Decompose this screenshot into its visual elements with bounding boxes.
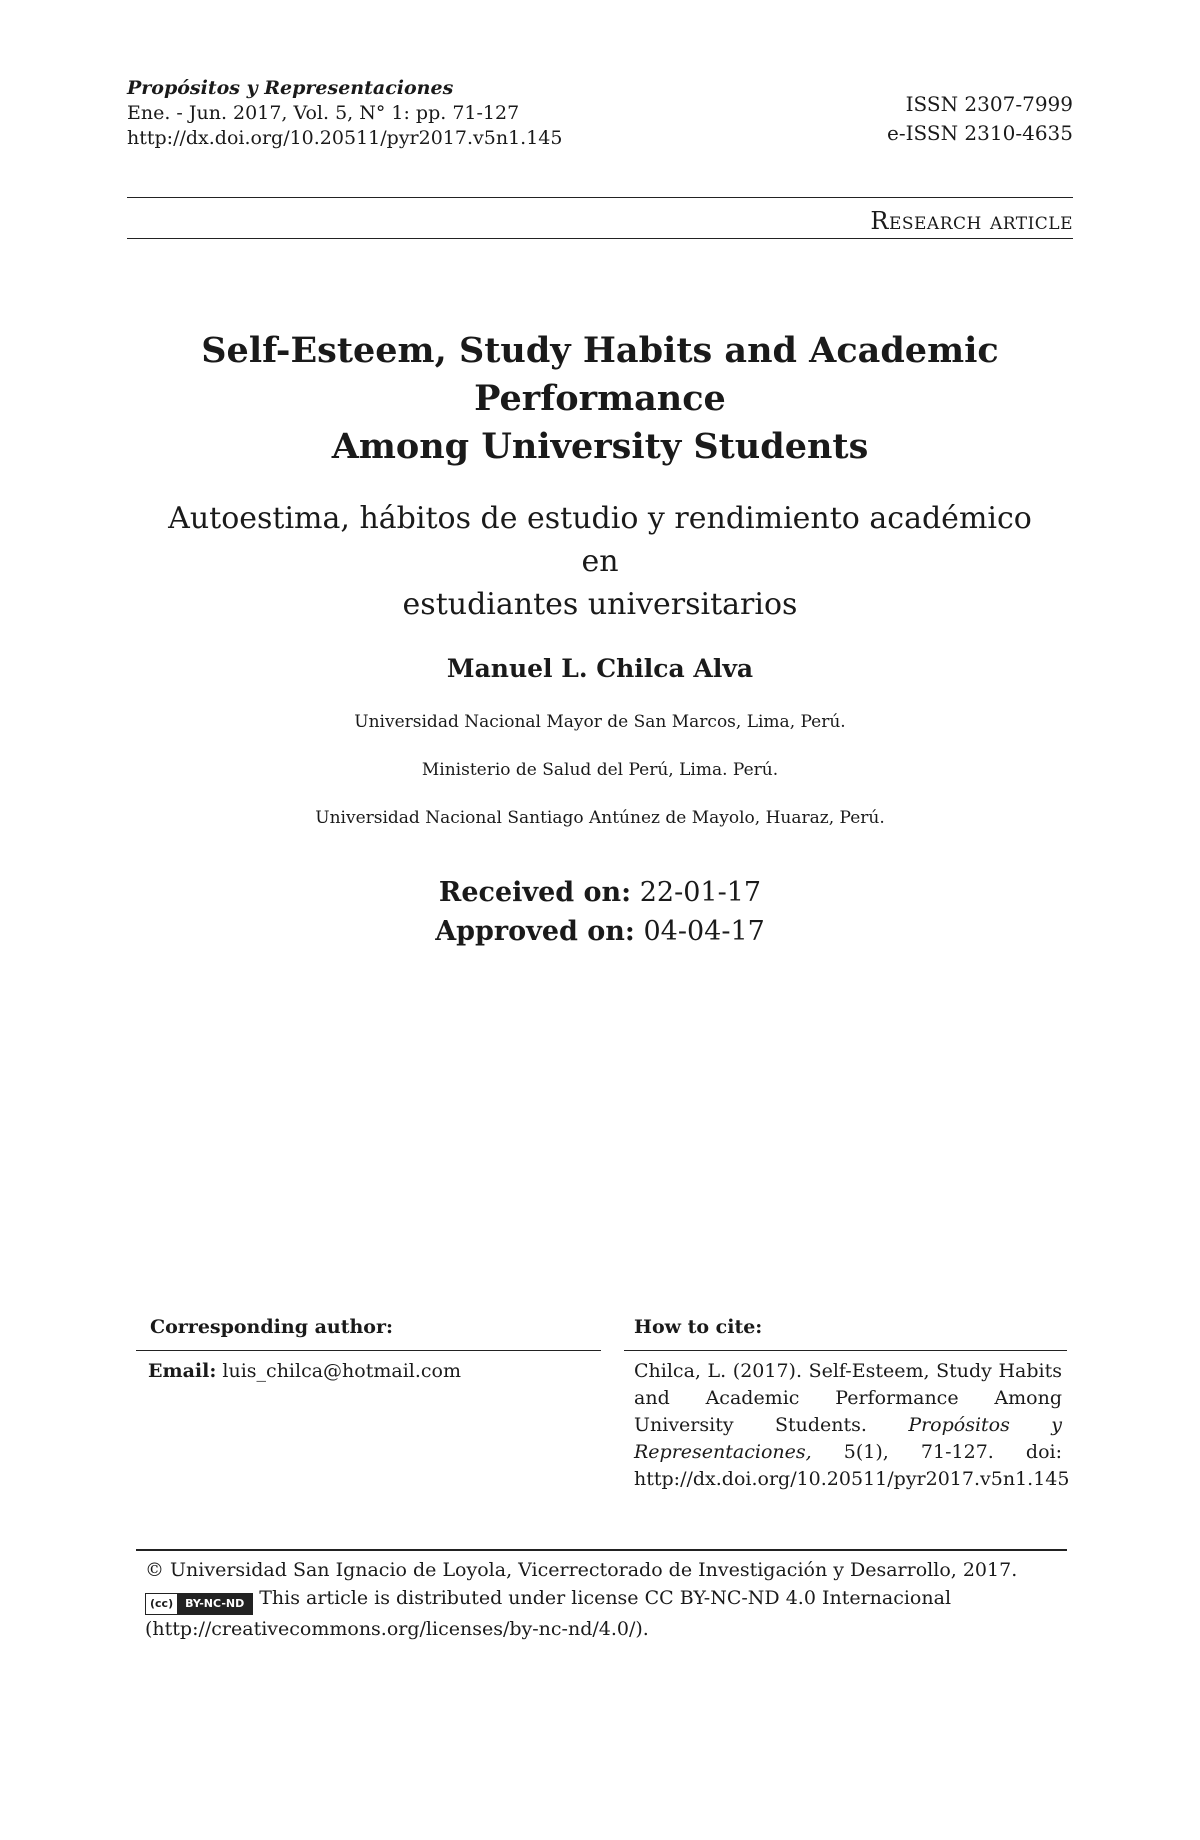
email-address[interactable]: luis_chilca@hotmail.com: [222, 1360, 461, 1382]
citation-doi: 5(1), 71-127. doi: http://dx.doi.org/10.20511/pyr2017.v5n1.145: [634, 1441, 1070, 1490]
article-subtitle: [150, 497, 1050, 626]
affiliation-2: Ministerio de Salud del Perú, Lima. Perú.: [421, 760, 779, 780]
issn: ISSN 2307-7999: [905, 92, 1073, 116]
title-line-1: Self-Esteem, Study Habits and Academic Performance: [201, 330, 999, 419]
approved-row: [127, 912, 1073, 951]
cc-terms: BY-NC-ND: [177, 1594, 252, 1614]
received-value: 22-01-17: [639, 877, 762, 908]
subtitle-line-2: estudiantes universitarios: [402, 587, 798, 622]
dates-block: [127, 873, 1073, 951]
license-url[interactable]: (http://creativecommons.org/licenses/by-nc-nd/4.0/).: [145, 1618, 649, 1640]
subtitle-line-1: Autoestima, hábitos de estudio y rendimiento académico en: [168, 501, 1032, 579]
title-line-2: Among University Students: [331, 426, 869, 467]
license-footer: [145, 1556, 1065, 1643]
license-text: This article is distributed under license CC BY-NC-ND 4.0 Internacional: [259, 1587, 952, 1609]
doi-link[interactable]: http://dx.doi.org/10.20511/pyr2017.v5n1.145: [127, 127, 563, 149]
email-row: [148, 1358, 461, 1385]
author-name: Manuel L. Chilca Alva: [446, 654, 754, 683]
header-rule-top: [127, 197, 1073, 198]
license-line: [145, 1584, 1065, 1615]
affiliation-1: Universidad Nacional Mayor de San Marcos, Lima, Perú.: [354, 712, 846, 732]
article-type: Research article: [870, 207, 1073, 235]
cc-logo: (cc): [150, 1597, 174, 1610]
approved-value: 04-04-17: [643, 916, 765, 947]
cc-license-badge-icon[interactable]: [145, 1593, 253, 1615]
approved-label: Approved on:: [435, 916, 635, 947]
affiliation-3: Universidad Nacional Santiago Antúnez de Mayolo, Huaraz, Perú.: [315, 808, 885, 828]
how-to-cite-heading: How to cite:: [634, 1316, 763, 1338]
cite-rule: [624, 1350, 1067, 1351]
citation-text: [634, 1358, 1070, 1493]
e-issn: e-ISSN 2310-4635: [887, 121, 1073, 145]
corresponding-author-heading: Corresponding author:: [150, 1316, 394, 1338]
received-label: Received on:: [438, 877, 632, 908]
issue-info: Ene. - Jun. 2017, Vol. 5, N° 1: pp. 71-127: [127, 102, 520, 124]
citation-journal: Propósitos y Representaciones,: [634, 1414, 1062, 1463]
article-title: [127, 327, 1073, 471]
journal-name: Propósitos y Representaciones: [127, 77, 454, 99]
header-rule-bottom: [127, 238, 1073, 239]
email-label: Email:: [148, 1360, 217, 1382]
copyright-line: © Universidad San Ignacio de Loyola, Vicerrectorado de Investigación y Desarrollo, 2017.: [145, 1559, 1018, 1581]
corresponding-rule: [136, 1350, 601, 1351]
issn-block: [887, 90, 1073, 148]
citation-main: Chilca, L. (2017). Self-Esteem, Study Habits and Academic Performance Among University Students.: [634, 1360, 1062, 1436]
journal-header: [127, 76, 562, 151]
footer-rule: [136, 1549, 1067, 1551]
received-row: [127, 873, 1073, 912]
